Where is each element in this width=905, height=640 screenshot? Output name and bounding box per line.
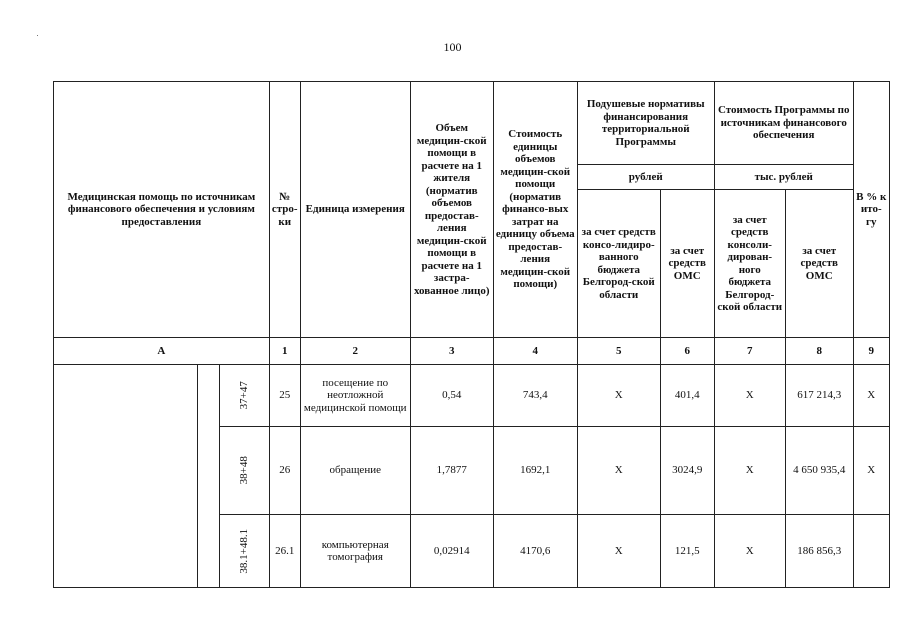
header-col-a: Медицинская помощь по источникам финансового обеспечения и условиям предоставления — [54, 82, 270, 338]
row-oms-rub: 401,4 — [660, 365, 714, 427]
header-group-per-capita: Подушевые нормативы финансирования территориальной Программы — [577, 82, 714, 165]
page-number: 100 — [443, 40, 462, 54]
index-cell: 9 — [853, 338, 889, 365]
blank-cell — [54, 365, 198, 588]
header-col-8: за счет средств ОМС — [785, 190, 853, 338]
table-row — [54, 365, 890, 427]
header-unit-rub: рублей — [577, 165, 714, 190]
header-group-cost: Стоимость Программы по источникам финансового обеспечения — [714, 82, 853, 165]
index-cell: А — [54, 338, 270, 365]
row-unit: компьютерная томография — [300, 515, 410, 588]
row-oms-rub: 121,5 — [660, 515, 714, 588]
header-col-9: В % к ито-гу — [853, 82, 889, 338]
row-percent: Х — [853, 365, 889, 427]
header-col-4: Стоимость единицы объемов медицин-ской помощи (норматив финансо-вых затрат на единицу объема предостав-ления медицин-ской помощи) — [493, 82, 577, 338]
row-budget-rub: Х — [577, 365, 660, 427]
row-budget-thousand: Х — [714, 365, 785, 427]
row-number: 26 — [269, 427, 300, 515]
header-col-3: Объем медицин-ской помощи в расчете на 1 жителя (норматив объемов предостав-ления медицин-ской помощи в расчете на 1 застра-хованное лицо) — [410, 82, 493, 338]
scan-speck — [37, 35, 38, 36]
index-cell: 2 — [300, 338, 410, 365]
row-oms-thousand: 4 650 935,4 — [785, 427, 853, 515]
row-volume: 1,7877 — [410, 427, 493, 515]
index-cell: 5 — [577, 338, 660, 365]
row-percent: Х — [853, 427, 889, 515]
row-budget-rub: Х — [577, 427, 660, 515]
header-unit-thousand-rub: тыс. рублей — [714, 165, 853, 190]
row-oms-rub: 3024,9 — [660, 427, 714, 515]
row-cost: 4170,6 — [493, 515, 577, 588]
row-volume: 0,54 — [410, 365, 493, 427]
financing-table — [53, 81, 890, 588]
row-cost: 743,4 — [493, 365, 577, 427]
row-oms-thousand: 617 214,3 — [785, 365, 853, 427]
index-cell: 6 — [660, 338, 714, 365]
row-unit: обращение — [300, 427, 410, 515]
index-cell: 7 — [714, 338, 785, 365]
row-cost: 1692,1 — [493, 427, 577, 515]
header-col-1: № стро-ки — [269, 82, 300, 338]
row-ref: 38.1+48.1 — [220, 515, 270, 588]
header-col-6: за счет средств ОМС — [660, 190, 714, 338]
row-budget-thousand: Х — [714, 427, 785, 515]
row-oms-thousand: 186 856,3 — [785, 515, 853, 588]
header-col-5: за счет средств консо-лидиро-ванного бюджета Белгород-ской области — [577, 190, 660, 338]
index-cell: 1 — [269, 338, 300, 365]
row-ref: 37+47 — [220, 365, 270, 427]
index-cell: 3 — [410, 338, 493, 365]
row-number: 25 — [269, 365, 300, 427]
row-unit: посещение по неотложной медицинской помощи — [300, 365, 410, 427]
header-col-2: Единица измерения — [300, 82, 410, 338]
row-volume: 0,02914 — [410, 515, 493, 588]
row-budget-thousand: Х — [714, 515, 785, 588]
blank-cell — [198, 365, 220, 588]
index-row — [54, 338, 890, 365]
row-number: 26.1 — [269, 515, 300, 588]
row-budget-rub: Х — [577, 515, 660, 588]
row-ref: 38+48 — [220, 427, 270, 515]
index-cell: 4 — [493, 338, 577, 365]
header-col-7: за счет средств консоли-дирован-ного бюджета Белгород-ской области — [714, 190, 785, 338]
row-percent — [853, 515, 889, 588]
index-cell: 8 — [785, 338, 853, 365]
